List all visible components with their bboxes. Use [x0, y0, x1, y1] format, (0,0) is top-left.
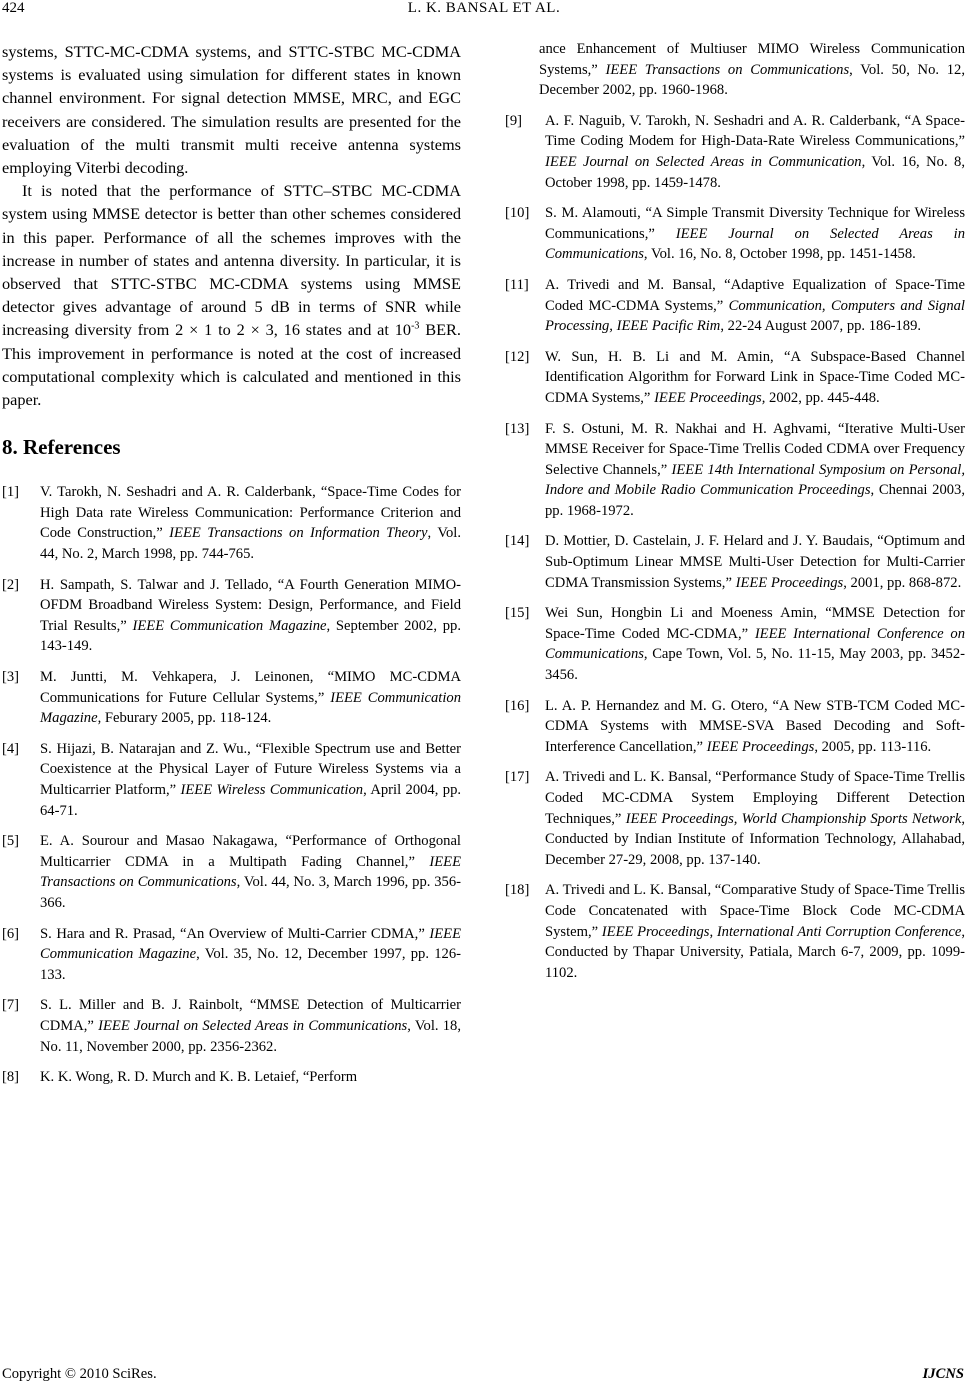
reference-item: [6] S. Hara and R. Prasad, “An Overview of Multi-Carrier CDMA,” IEEE Communication Magazine, Vol. 35, No. 12, December 1997, pp. 126-133. — [2, 925, 461, 983]
copyright-footer: Copyright © 2010 SciRes. — [2, 1366, 157, 1382]
conclusion-paragraph-2: It is noted that the performance of STTC–STBC MC-CDMA system using MMSE detector is better than other schemes considered in this paper. Performance of all the schemes improves with the increase in number of states and antenna diversity. In particular, it is observed that STTC-STBC MC-CDMA systems using MMSE detector gives advantage of around 5 dB in terms of SNR while increasing diversity from 2 × 1 to 2 × 3, 16 states and at $10^{-3}$ BER. This improvement in performance is noted at the cost of increased computational complexity which is calculated and mentioned in this paper. — [2, 181, 461, 410]
left-column — [2, 40, 461, 1098]
reference-item: [1] V. Tarokh, N. Seshadri and A. R. Calderbank, “Space-Time Codes for High Data rate Wireless Communication: Performance Criterion and Code Construction,” IEEE Transactions on Information Theory, Vol. 44, No. 2, March 1998, pp. 744-765. — [2, 484, 461, 563]
reference-item: [10] S. M. Alamouti, “A Simple Transmit Diversity Technique for Wireless Communications,” IEEE Journal on Selected Areas in Communications, Vol. 16, No. 8, October 1998, pp. 1451-1458. — [505, 205, 966, 263]
right-column — [505, 39, 965, 993]
reference-item: [17] A. Trivedi and L. K. Bansal, “Performance Study of Space-Time Trellis Coded MC-CDMA System Employing Different Detection Techniques,” IEEE Proceedings, World Championship Sports Network, Conducted by Indian Institute of Information Technology, Allahabad, December 27-29, 2008, pp. 137-140. — [505, 769, 965, 868]
journal-footer: IJCNS — [922, 1366, 964, 1382]
reference-item: [3] M. Juntti, M. Vehkapera, J. Leinonen, “MIMO MC-CDMA Communications for Future Cellular Systems,” IEEE Communication Magazine, Feburary 2005, pp. 118-124. — [2, 669, 461, 727]
reference-item: [15] Wei Sun, Hongbin Li and Moeness Amin, “MMSE Detection for Space-Time Coded MC-CDMA,” IEEE International Conference on Communications, Cape Town, Vol. 5, No. 11-15, May 2003, pp. 3452-3456. — [505, 605, 965, 684]
reference-item: [8] K. K. Wong, R. D. Murch and K. B. Letaief, “Perform — [2, 1069, 358, 1086]
page-number: 424 — [2, 0, 25, 16]
references-heading: 8. References — [2, 435, 121, 460]
reference-item: [9] A. F. Naguib, V. Tarokh, N. Seshadri and A. R. Calderbank, “A Space-Time Coding Modem for High-Data-Rate Wireless Communications,” IEEE Journal on Selected Areas in Communication, Vol. 16, No. 8, October 1998, pp. 1459-1478. — [505, 112, 965, 191]
reference-item: [12] W. Sun, H. B. Li and M. Amin, “A Subspace-Based Channel Identification Algorithm for Forward Link in Space-Time Coded MC-CDMA Systems,” IEEE Proceedings, 2002, pp. 445-448. — [505, 348, 965, 406]
reference-continuation: ance Enhancement of Multiuser MIMO Wireless Communication Systems,” IEEE Transactions on Communications, Vol. 50, No. 12, December 2002, pp. 1960-1968. — [539, 41, 965, 99]
reference-item: [7] S. L. Miller and B. J. Rainbolt, “MMSE Detection of Multicarrier CDMA,” IEEE Journal on Selected Areas in Communications, Vol. 18, No. 11, November 2000, pp. 2356-2362. — [2, 997, 461, 1055]
reference-item: [11] A. Trivedi and M. Bansal, “Adaptive Equalization of Space-Time Coded MC-CDMA Systems,” Communication, Computers and Signal Processing, IEEE Pacific Rim, 22-24 August 2007, pp. 186-189. — [505, 276, 965, 335]
reference-item: [4] S. Hijazi, B. Natarajan and Z. Wu., “Flexible Spectrum use and Better Coexistence at the Physical Layer of Future Wireless Systems via a Multicarrier Platform,” IEEE Wireless Communication, April 2004, pp. 64-71. — [2, 740, 462, 819]
reference-item: [18] A. Trivedi and L. K. Bansal, “Comparative Study of Space-Time Trellis Code Concatenated with Space-Time Block Code MC-CDMA System,” IEEE Proceedings, International Anti Corruption Conference, Conducted by Thapar University, Patiala, March 6-7, 2009, pp. 1099-1102. — [505, 882, 965, 981]
conclusion-paragraph-1: systems, STTC-MC-CDMA systems, and STTC-STBC MC-CDMA systems is evaluated using simulation for different states in known channel environment. For signal detection MMSE, MRC, and EGC receivers are considered. The simulation results are presented for the evaluation of the multi transmit multi receive antenna systems employing Viterbi decoding. — [2, 42, 461, 178]
reference-item: [13] F. S. Ostuni, M. R. Nakhai and H. Aghvami, “Iterative Multi-User MMSE Receiver for Space-Time Trellis Coded CDMA over Frequency Selective Channels,” IEEE 14th International Symposium on Personal, Indore and Mobile Radio Communication Proceedings, Chennai 2003, pp. 1968-1972. — [505, 420, 965, 519]
running-title: L. K. BANSAL ET AL. — [407, 0, 561, 16]
reference-item: [2] H. Sampath, S. Talwar and J. Tellado, “A Fourth Generation MIMO-OFDM Broadband Wireless System: Design, Performance, and Field Trial Results,” IEEE Communication Magazine, September 2002, pp. 143-149. — [2, 576, 461, 655]
reference-item: [14] D. Mottier, D. Castelain, J. F. Helard and J. Y. Baudais, “Optimum and Sub-Optimum Linear MMSE Multi-User Detection for Multi-Carrier CDMA Transmission Systems,” IEEE Proceedings, 2001, pp. 868-872. — [505, 533, 965, 591]
reference-item: [16] L. A. P. Hernandez and M. G. Otero, “A New STB-TCM Coded MC-CDMA Systems with MMSE-SVA Based Decoding and Soft-Interference Cancellation,” IEEE Proceedings, 2005, pp. 113-116. — [505, 697, 965, 755]
superscript: -3 — [411, 321, 420, 333]
reference-item: [5] E. A. Sourour and Masao Nakagawa, “Performance of Orthogonal Multicarrier CDMA in a Multipath Fading Channel,” IEEE Transactions on Communications, Vol. 44, No. 3, March 1996, pp. 356-366. — [2, 833, 461, 911]
